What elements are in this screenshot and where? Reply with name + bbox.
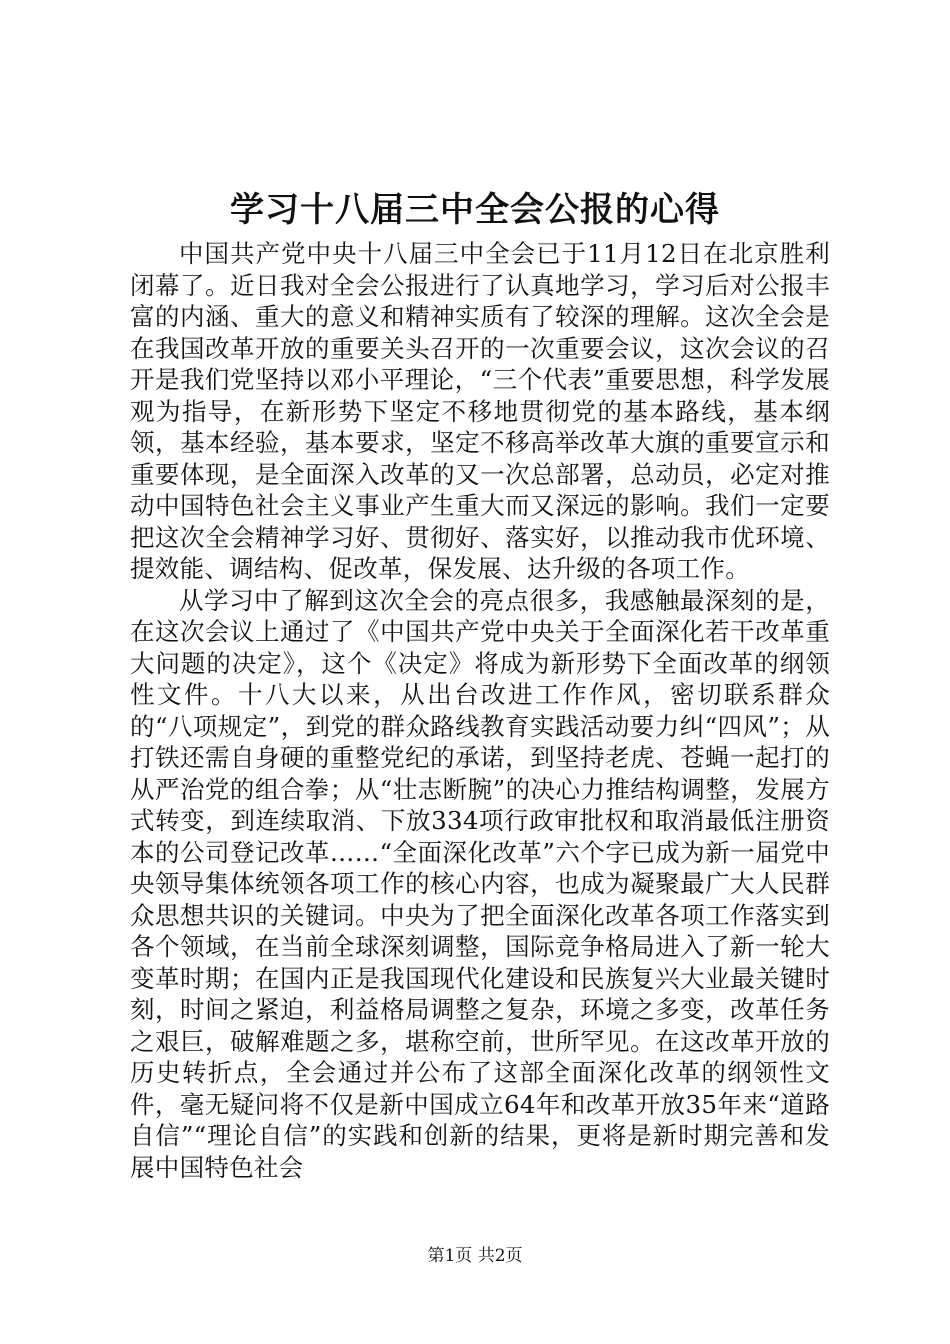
document-body [130, 238, 830, 1183]
document-title: 学习十八届三中全会公报的心得 [230, 190, 720, 230]
paragraph-2: 从学习中了解到这次全会的亮点很多，我感触最深刻的是，在这次会议上通过了《中国共产党中央关于全面深化若干改革重大问题的决定》，这个《决定》将成为新形势下全面改革的纲领性文件。十八大以来，从出台改进工作作风，密切联系群众的“八项规定”，到党的群众路线教育实践活动要力纠“四风”；从打铁还需自身硬的重整党纪的承诺，到坚持老虎、苍蝇一起打的从严治党的组合拳；从“壮志断腕”的决心力推结构调整，发展方式转变，到连续取消、下放334项行政审批权和取消最低注册资本的公司登记改革……“全面深化改革”六个字已成为新一届党中央领导集体统领各项工作的核心内容，也成为凝聚最广大人民群众思想共识的关键词。中央为了把全面深化改革各项工作落实到各个领域，在当前全球深刻调整，国际竞争格局进入了新一轮大变革时期；在国内正是我国现代化建设和民族复兴大业最关键时刻，时间之紧迫，利益格局调整之复杂，环境之多变，改革任务之艰巨，破解难题之多，堪称空前，世所罕见。在这改革开放的历史转折点，全会通过并公布了这部全面深化改革的纲领性文件，毫无疑问将不仅是新中国成立64年和改革开放35年来“道路自信”“理论自信”的实践和创新的结果，更将是新时期完善和发展中国特色社会 [130, 585, 830, 1182]
page-number-footer: 第1页 共2页 [427, 1246, 523, 1266]
paragraph-1: 中国共产党中央十八届三中全会已于11月12日在北京胜利闭幕了。近日我对全会公报进行了认真地学习，学习后对公报丰富的内涵、重大的意义和精神实质有了较深的理解。这次全会是在我国改革开放的重要关头召开的一次重要会议，这次会议的召开是我们党坚持以邓小平理论，“三个代表”重要思想，科学发展观为指导，在新形势下坚定不移地贯彻党的基本路线，基本纲领，基本经验，基本要求，坚定不移高举改革大旗的重要宣示和重要体现，是全面深入改革的又一次总部署，总动员，必定对推动中国特色社会主义事业产生重大而又深远的影响。我们一定要把这次全会精神学习好、贯彻好、落实好，以推动我市优环境、提效能、调结构、促改革，保发展、达升级的各项工作。 [130, 239, 830, 583]
